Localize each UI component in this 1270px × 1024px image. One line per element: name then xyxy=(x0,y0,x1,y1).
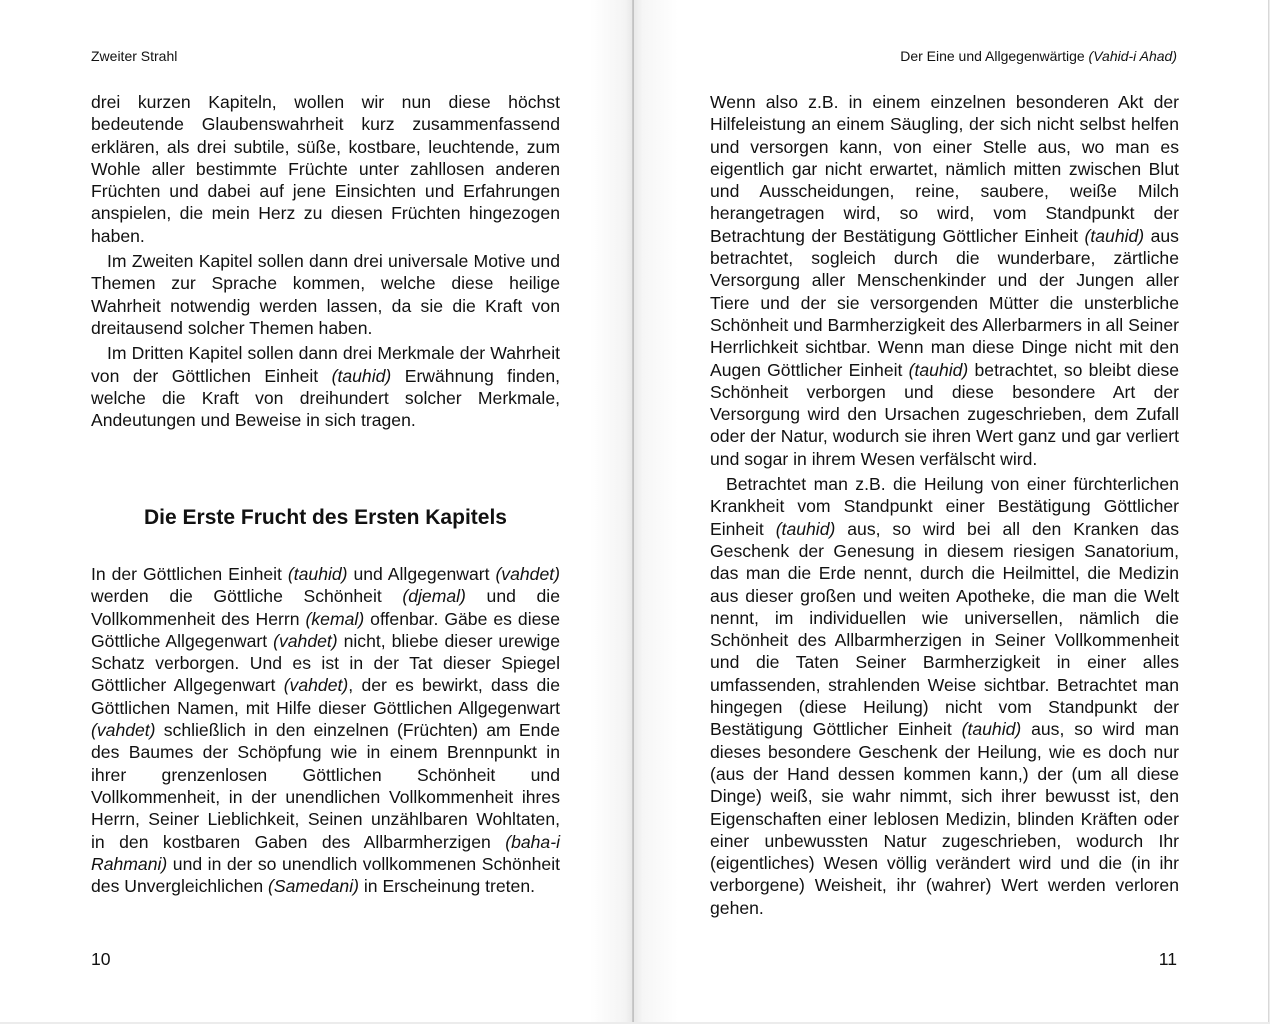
paragraph: drei kurzen Kapiteln, wollen wir nun diese höchst bedeutende Glaubenswahrheit kurz zusammenfassend erklären, als drei subtile, süße, kostbare, leuchtende, zum Wohle aller bestimmte Früchte unter zahllosen anderen Früchten und dabei auf jene Einsichten und Erfahrungen anspielen, die mein Herz zu diesen Früchten hingezogen haben. xyxy=(91,92,560,246)
page-number-right: 11 xyxy=(1158,949,1177,969)
running-header-right xyxy=(900,47,1177,65)
paragraph: In der Göttlichen Einheit (tauhid) und Allgegenwart (vahdet) werden die Göttliche Schönheit (djemal) und die Vollkommenheit des Herrn (kemal) offenbar. Gäbe es diese Göttliche Allgegenwart (vahdet) nicht, bliebe dieser urewige Schatz verborgen. Und es ist in der Tat dieser Spiegel Göttlicher Allgegenwart (vahdet), der es bewirkt, dass die Göttlichen Namen, mit Hilfe dieser Göttlichen Allgegenwart (vahdet) schließlich in den einzelnen (Früchten) am Ende des Baumes der Schöpfung wie in einem Brennpunkt in ihrer grenzenlosen Göttlichen Schönheit und Vollkommenheit, in der unendlichen Vollkommenheit ihres Herrn, Seiner Lieblichkeit, Seinen unzählbaren Wohltaten, in den kostbaren Gaben des Allbarmherzigen (baha-i Rahmani) und in der so unendlich vollkommenen Schönheit des Unvergleichlichen (Samedani) in Erscheinung treten. xyxy=(91,564,561,897)
intro-text xyxy=(91,91,560,431)
section-heading: Die Erste Frucht des Ersten Kapitels xyxy=(144,506,507,529)
section-text xyxy=(91,563,560,897)
running-header-left: Zweiter Strahl xyxy=(91,48,178,64)
paragraph: Im Dritten Kapitel sollen dann drei Merkmale der Wahrheit von der Göttlichen Einheit (tauhid) Erwähnung finden, welche die Kraft von dreihundert solcher Merkmale, Andeutungen und Beweise in sich tragen. xyxy=(91,343,560,431)
header-title: Der Eine und Allgegenwärtige xyxy=(900,48,1089,64)
paragraph: Wenn also z.B. in einem einzelnen besonderen Akt der Hilfeleistung an einem Säugling, der sich nicht selbst helfen und versorgen kann, von einer Stelle aus, wo man es eigentlich gar nicht erwartet, nämlich mitten zwischen Blut und Ausscheidungen, reine, saubere, weiße Milch herangetragen wird, so wird, vom Standpunkt der Betrachtung der Bestätigung Göttlicher Einheit (tauhid) aus betrachtet, sogleich durch die wunderbare, zärtliche Versorgung aller Menschenkinder und der Jungen aller Tiere und der sie versorgenden Mütter die unsterbliche Schönheit und Barmherzigkeit des Allerbarmers in all Seiner Herrlichkeit sichtbar. Wenn man diese Dinge nicht mit den Augen Göttlicher Einheit (tauhid) betrachtet, so bleibt diese Schönheit verborgen und diese besondere Art der Versorgung wird den Ursachen zugeschrieben, dem Zufall oder der Natur, wodurch sie ihren Wert ganz und gar verliert und sogar in ihrem Wesen verfälscht wird. xyxy=(710,92,1179,469)
header-title-italic: (Vahid-i Ahad) xyxy=(1088,48,1177,64)
left-page xyxy=(0,0,634,1022)
page-number-left: 10 xyxy=(91,949,111,969)
right-text xyxy=(710,91,1179,919)
paragraph: Im Zweiten Kapitel sollen dann drei universale Motive und Themen zur Sprache kommen, welche diese heilige Wahrheit notwendig werden lassen, da sie die Kraft von dreitausend solcher Themen haben. xyxy=(91,251,560,338)
right-page xyxy=(634,0,1269,1022)
paragraph: Betrachtet man z.B. die Heilung von einer fürchterlichen Krankheit vom Standpunkt einer Bestätigung Göttlicher Einheit (tauhid) aus, so wird bei all den Kranken das Geschenk der Genesung in diesem riesigen Sanatorium, das man die Erde nennt, durch die Heilmittel, die Medizin aus dieser großen und weiten Apotheke, die man die Welt nennt, im individuellen wie universellen, nämlich die Schönheit des Allbarmherzigen in Seiner Vollkommenheit und die Taten Seiner Barmherzigkeit in einer alles umfassenden, strahlenden Weise sichtbar. Betrachtet man hingegen (diese Heilung) nicht vom Standpunkt der Bestätigung Göttlicher Einheit (tauhid) aus, so wird man dieses besondere Geschenk der Heilung, wie es doch nur (aus der Hand dessen kommen kann,) der (um all diese Dinge) weiß, sie wahr nimmt, sich ihrer bewusst ist, den Eigenschaften einer leblosen Medizin, blinden Kräften oder einer unbewussten Natur zugeschrieben, wodurch Ihr (eigentliches) Wesen völlig verändert wird und die (in ihr verborgene) Weisheit, ihr (wahrer) Wert werden verloren gehen. xyxy=(710,474,1180,918)
